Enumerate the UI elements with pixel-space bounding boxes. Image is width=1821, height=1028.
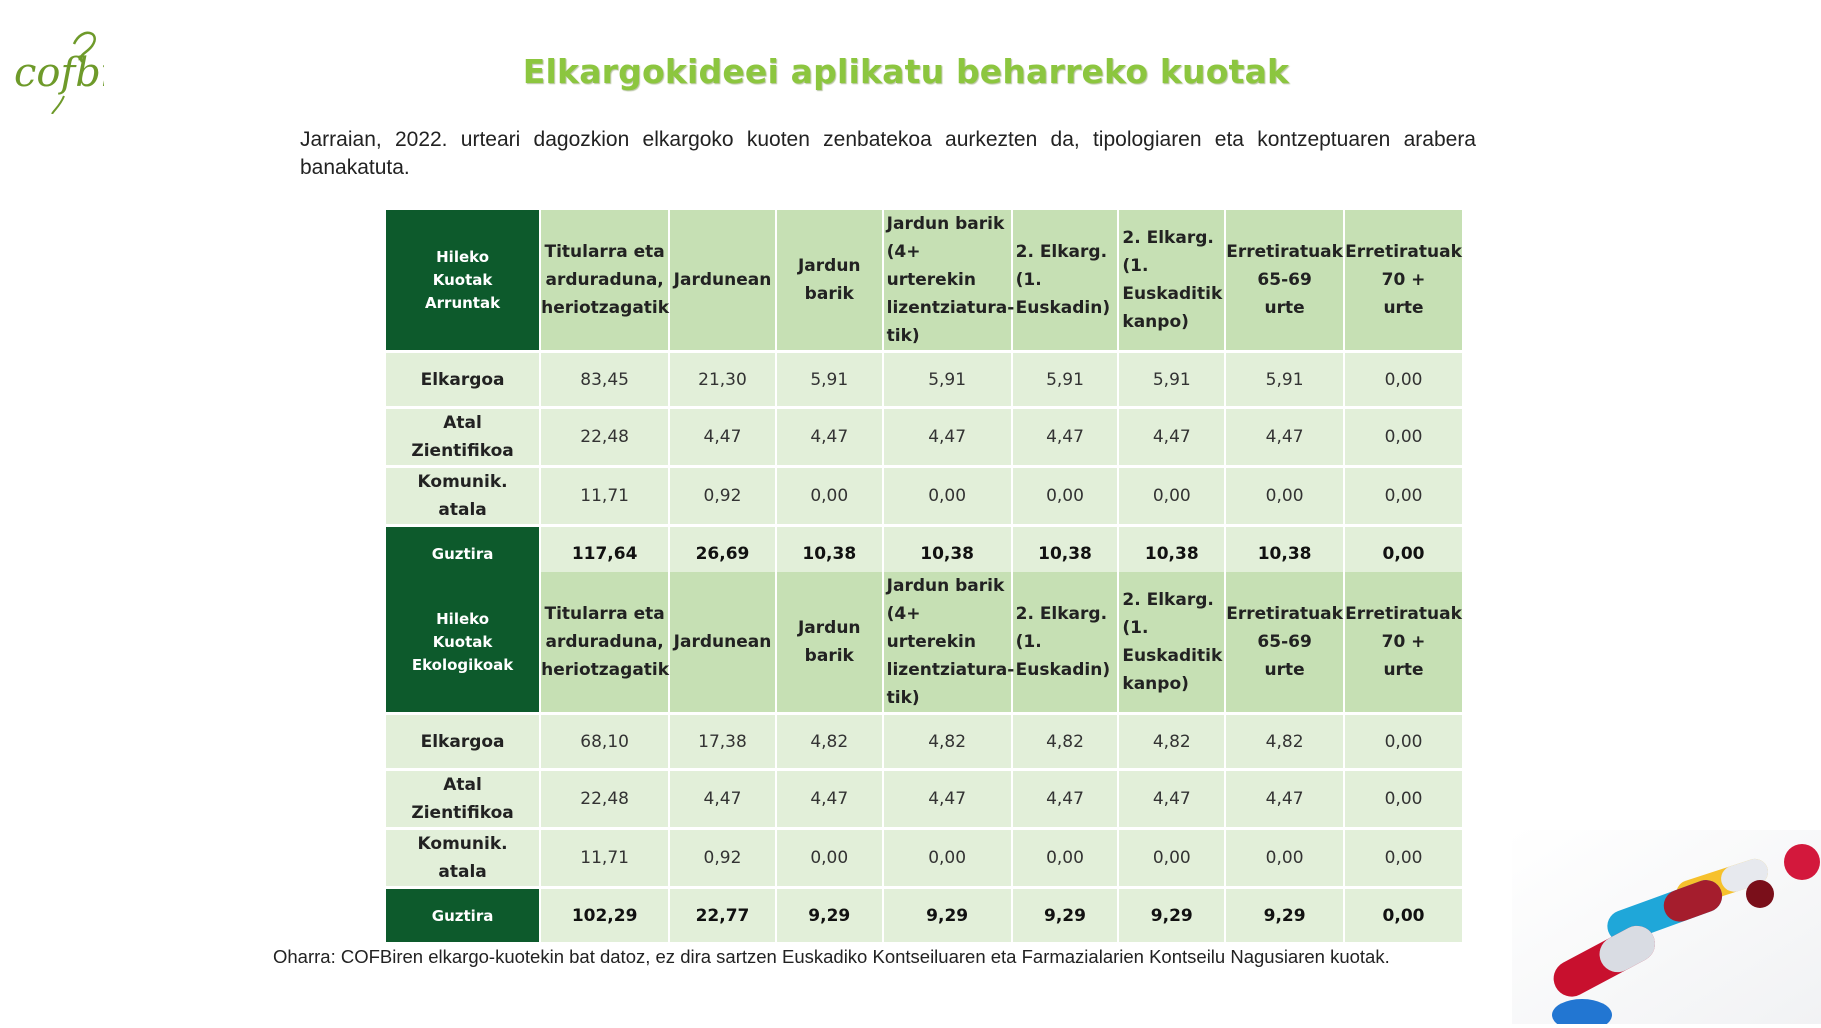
cell: 11,71 xyxy=(541,468,668,524)
total-cell: 102,29 xyxy=(541,889,668,942)
total-label: Guztira xyxy=(386,527,539,580)
column-header xyxy=(1345,572,1462,712)
total-row xyxy=(386,889,1462,942)
header-line: 65-69 xyxy=(1257,270,1312,290)
total-cell: 9,29 xyxy=(777,889,882,942)
total-cell: 9,29 xyxy=(1119,889,1224,942)
footnote: Oharra: COFBiren elkargo-kuotekin bat datoz, ez dira sartzen Euskadiko Kontseiluaren eta Farmazialarien Kontseilu Nagusiaren kuotak. xyxy=(273,946,1390,967)
cell: 0,00 xyxy=(1013,468,1118,524)
cell: 4,82 xyxy=(1013,715,1118,768)
header-line: 70 + xyxy=(1381,632,1426,652)
header-line: Komunik. xyxy=(417,472,508,492)
table-row xyxy=(386,468,1462,524)
header-line: Elkargoa xyxy=(420,731,505,752)
cell: 4,47 xyxy=(1226,409,1343,465)
logo-text: cofbi xyxy=(14,50,104,96)
cell: 22,48 xyxy=(541,771,668,827)
cell: 0,00 xyxy=(1226,830,1343,886)
cell: 83,45 xyxy=(541,353,668,406)
table-row xyxy=(386,353,1462,406)
header-line: (1. xyxy=(1122,256,1149,276)
header-line: Elkargoa xyxy=(420,369,505,390)
header-line: Erretiratuak xyxy=(1345,604,1462,624)
cell: 4,47 xyxy=(884,409,1011,465)
header-line: Erretiratuak xyxy=(1226,604,1343,624)
header-line: urte xyxy=(1264,660,1305,680)
total-cell: 9,29 xyxy=(884,889,1011,942)
cell: 0,92 xyxy=(670,830,775,886)
header-line: tik) xyxy=(886,688,920,708)
column-header xyxy=(541,210,668,350)
total-cell: 0,00 xyxy=(1345,889,1462,942)
header-line: urte xyxy=(1264,298,1305,318)
cell: 4,47 xyxy=(670,409,775,465)
cell: 0,92 xyxy=(670,468,775,524)
cell: 4,47 xyxy=(670,771,775,827)
pills-image xyxy=(1512,830,1821,1024)
header-line: (1. xyxy=(1122,618,1149,638)
column-header xyxy=(1345,210,1462,350)
header-line: Ekologikoak xyxy=(411,655,514,674)
cell: 0,00 xyxy=(884,830,1011,886)
row-label xyxy=(386,715,539,768)
cell: 5,91 xyxy=(777,353,882,406)
header-line: heriotzagatik xyxy=(541,298,670,318)
header-line: Jardunean xyxy=(673,632,772,652)
cell: 5,91 xyxy=(1119,353,1224,406)
header-line: (4+ urterekin xyxy=(886,242,976,290)
cell: 68,10 xyxy=(541,715,668,768)
header-line: Titularra eta xyxy=(544,242,665,262)
header-line: Euskaditik xyxy=(1122,646,1223,666)
header-line: (1. xyxy=(1015,270,1042,290)
header-line: kanpo) xyxy=(1122,312,1189,332)
header-line: (1. xyxy=(1015,632,1042,652)
column-header xyxy=(1119,210,1224,350)
cell: 0,00 xyxy=(777,468,882,524)
intro-paragraph: Jarraian, 2022. urteari dagozkion elkargoko kuoten zenbatekoa aurkezten da, tipologiaren eta kontzeptuaren arabera banakatuta. xyxy=(300,128,1476,179)
column-header xyxy=(1119,572,1224,712)
header-line: Euskadin) xyxy=(1015,298,1111,318)
cell: 0,00 xyxy=(1345,409,1462,465)
header-line: Komunik. xyxy=(417,834,508,854)
cell: 0,00 xyxy=(1013,830,1118,886)
cell: 0,00 xyxy=(884,468,1011,524)
cell: 0,00 xyxy=(1345,715,1462,768)
column-header xyxy=(1013,210,1118,350)
header-line: heriotzagatik xyxy=(541,660,670,680)
header-line: (4+ urterekin xyxy=(886,604,976,652)
cell: 5,91 xyxy=(1226,353,1343,406)
fees-table-ordinary xyxy=(384,207,1464,583)
total-cell: 10,38 xyxy=(777,527,882,580)
header-line: urte xyxy=(1383,298,1424,318)
cell: 5,91 xyxy=(884,353,1011,406)
header-line: 2. Elkarg. xyxy=(1122,228,1214,248)
column-header xyxy=(541,572,668,712)
header-line: barik xyxy=(804,646,854,666)
column-header xyxy=(1013,572,1118,712)
cell: 0,00 xyxy=(1119,830,1224,886)
column-header xyxy=(1226,572,1343,712)
row-label xyxy=(386,353,539,406)
column-header xyxy=(884,572,1015,712)
header-line: Arruntak xyxy=(425,293,501,312)
cell: 4,82 xyxy=(777,715,882,768)
table-row xyxy=(386,715,1462,768)
cell: 4,82 xyxy=(884,715,1011,768)
header-line: atala xyxy=(438,862,487,882)
header-line: Euskaditik xyxy=(1122,284,1223,304)
header-line: Jardun barik xyxy=(886,214,1005,234)
header-line: 2. Elkarg. xyxy=(1015,604,1108,624)
cell: 4,47 xyxy=(1119,409,1224,465)
header-line: 65-69 xyxy=(1257,632,1312,652)
cell: 22,48 xyxy=(541,409,668,465)
total-label: Guztira xyxy=(386,889,539,942)
header-line: Zientifikoa xyxy=(411,803,514,823)
header-line: Kuotak xyxy=(432,632,493,651)
cell: 4,47 xyxy=(884,771,1011,827)
header-line: lizentziatura- xyxy=(886,660,1015,680)
column-header xyxy=(777,210,882,350)
total-cell: 10,38 xyxy=(1226,527,1343,580)
table-row xyxy=(386,771,1462,827)
total-cell: 10,38 xyxy=(1119,527,1224,580)
total-cell: 10,38 xyxy=(1013,527,1118,580)
cell: 0,00 xyxy=(1345,353,1462,406)
corner-header xyxy=(386,210,539,350)
cell: 17,38 xyxy=(670,715,775,768)
header-line: Jardun barik xyxy=(886,576,1005,596)
header-line: atala xyxy=(438,500,487,520)
cell: 4,47 xyxy=(777,771,882,827)
cell: 4,47 xyxy=(1013,409,1118,465)
page-title: Elkargokideei aplikatu beharreko kuotak xyxy=(522,52,1290,91)
header-line: Hileko xyxy=(436,247,490,266)
cell: 0,00 xyxy=(1226,468,1343,524)
header-line: Jardunean xyxy=(673,270,772,290)
fees-table-ecological xyxy=(384,569,1464,945)
cell: 0,00 xyxy=(1119,468,1224,524)
header-line: Jardun xyxy=(797,618,861,638)
cell: 4,47 xyxy=(1226,771,1343,827)
cell: 0,00 xyxy=(1345,830,1462,886)
total-cell: 10,38 xyxy=(884,527,1011,580)
cell: 0,00 xyxy=(1345,771,1462,827)
header-line: Euskadin) xyxy=(1015,660,1111,680)
cell: 4,47 xyxy=(1013,771,1118,827)
header-line: tik) xyxy=(886,326,920,346)
corner-header xyxy=(386,572,539,712)
column-header xyxy=(884,210,1015,350)
total-cell: 22,77 xyxy=(670,889,775,942)
cell: 21,30 xyxy=(670,353,775,406)
header-line: barik xyxy=(804,284,854,304)
row-label xyxy=(386,771,539,827)
total-cell: 0,00 xyxy=(1345,527,1462,580)
header-line: 2. Elkarg. xyxy=(1015,242,1108,262)
row-label xyxy=(386,409,539,465)
cell: 0,00 xyxy=(1345,468,1462,524)
header-line: kanpo) xyxy=(1122,674,1189,694)
cell: 4,47 xyxy=(1119,771,1224,827)
header-line: Hileko xyxy=(436,609,490,628)
table-row xyxy=(386,409,1462,465)
row-label xyxy=(386,830,539,886)
column-header xyxy=(670,210,775,350)
header-line: arduraduna, xyxy=(545,270,664,290)
cell: 11,71 xyxy=(541,830,668,886)
header-line: Kuotak xyxy=(432,270,493,289)
total-cell: 9,29 xyxy=(1013,889,1118,942)
header-line: arduraduna, xyxy=(545,632,664,652)
column-header xyxy=(670,572,775,712)
header-line: urte xyxy=(1383,660,1424,680)
table-row xyxy=(386,830,1462,886)
header-line: Atal xyxy=(443,413,482,433)
total-cell: 117,64 xyxy=(541,527,668,580)
header-line: Titularra eta xyxy=(544,604,665,624)
header-line: lizentziatura- xyxy=(886,298,1015,318)
column-header xyxy=(1226,210,1343,350)
header-line: Erretiratuak xyxy=(1226,242,1343,262)
header-line: Jardun xyxy=(797,256,861,276)
total-cell: 26,69 xyxy=(670,527,775,580)
column-header xyxy=(777,572,882,712)
cell: 4,82 xyxy=(1226,715,1343,768)
header-line: Atal xyxy=(443,775,482,795)
cell: 4,82 xyxy=(1119,715,1224,768)
cell: 0,00 xyxy=(777,830,882,886)
total-cell: 9,29 xyxy=(1226,889,1343,942)
cell: 5,91 xyxy=(1013,353,1118,406)
header-line: Erretiratuak xyxy=(1345,242,1462,262)
header-line: 70 + xyxy=(1381,270,1426,290)
cell: 4,47 xyxy=(777,409,882,465)
row-label xyxy=(386,468,539,524)
header-line: 2. Elkarg. xyxy=(1122,590,1214,610)
header-line: Zientifikoa xyxy=(411,441,514,461)
